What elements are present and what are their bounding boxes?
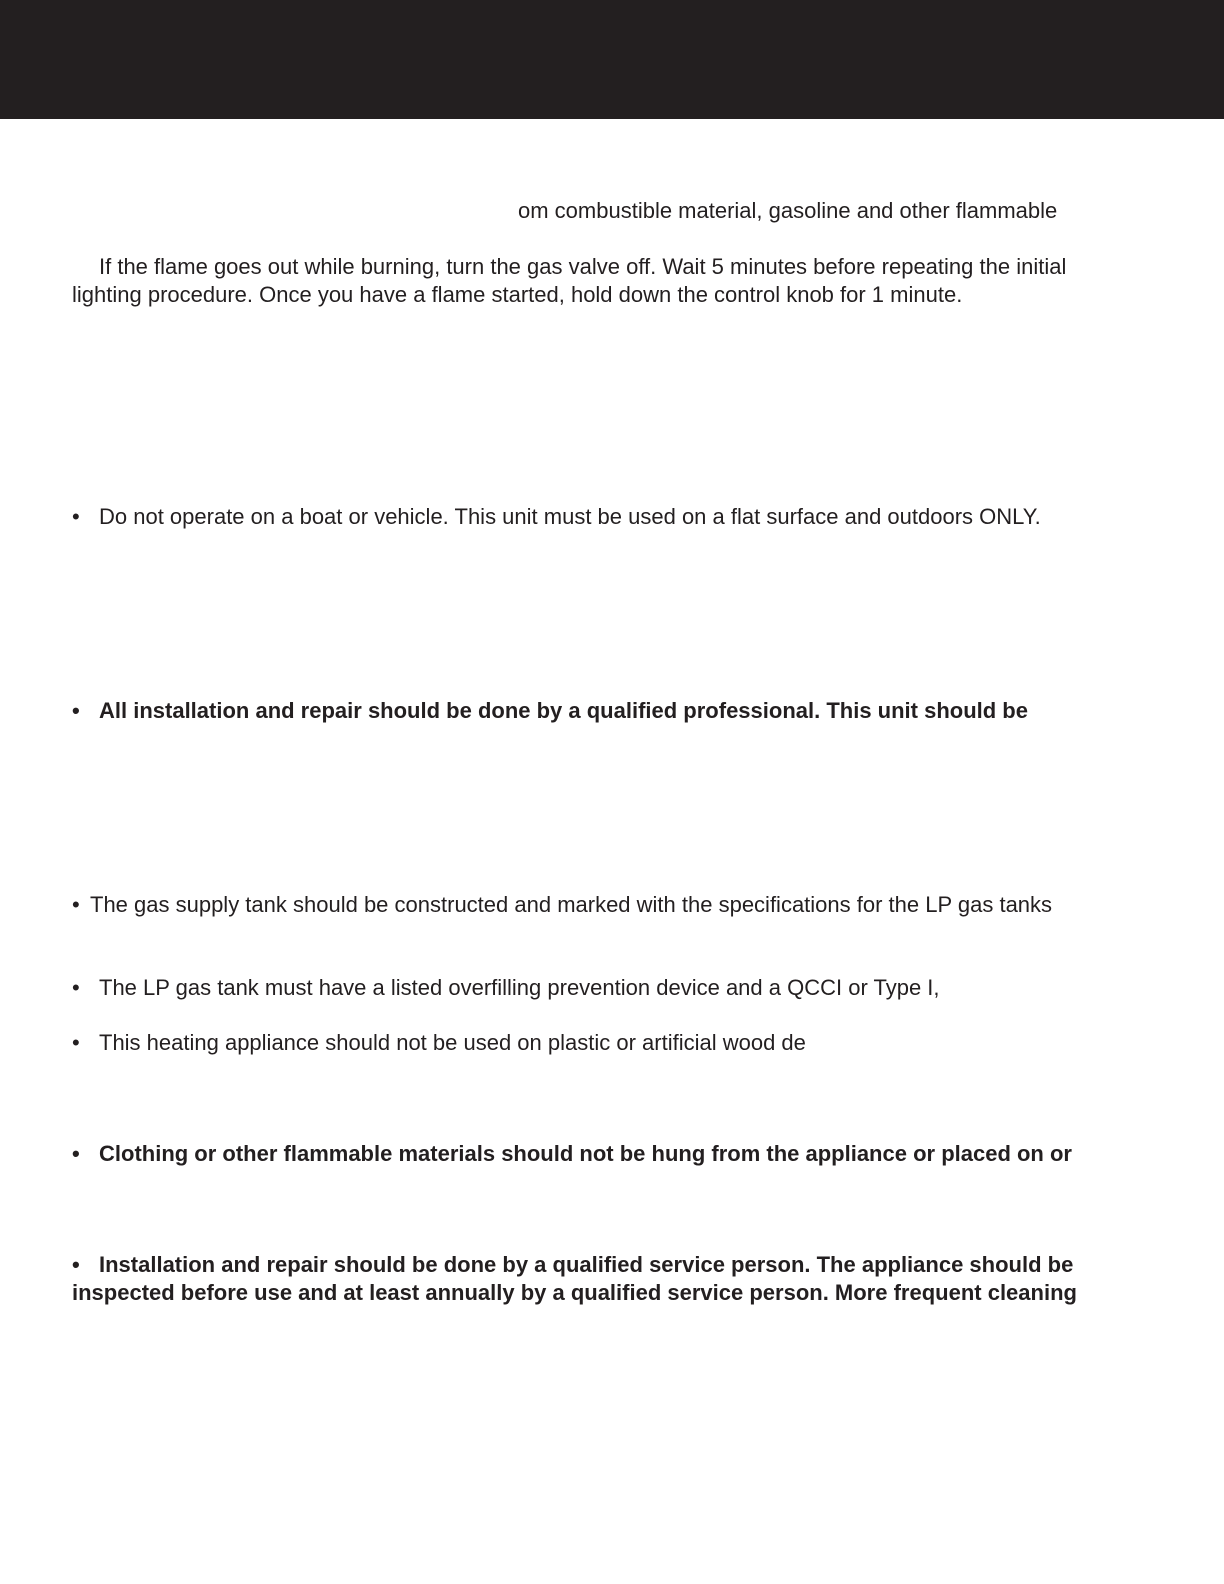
bullet-marker: • xyxy=(72,1252,80,1277)
bullet-boat-vehicle: Do not operate on a boat or vehicle. This unit must be used on a flat surface and outdoors ONLY. xyxy=(99,504,1041,529)
header-bar xyxy=(0,0,1224,119)
bullet-gas-supply-tank: The gas supply tank should be constructed and marked with the specifications for the LP gas tanks xyxy=(90,892,1053,917)
bullet-marker: • xyxy=(72,975,80,1000)
bullet-service-person-line-2: inspected before use and at least annually by a qualified service person. More frequent cleaning xyxy=(72,1280,1077,1305)
fragment-line: om combustible material, gasoline and other flammable xyxy=(518,198,1058,223)
bullet-clothing-flammable: Clothing or other flammable materials should not be hung from the appliance or placed on or xyxy=(99,1141,1072,1166)
bullet-installation-professional: All installation and repair should be done by a qualified professional. This unit should be xyxy=(99,698,1028,723)
flame-paragraph-line-2: lighting procedure. Once you have a flame started, hold down the control knob for 1 minute. xyxy=(72,282,963,307)
flame-paragraph-line-1: If the flame goes out while burning, turn the gas valve off. Wait 5 minutes before repeating the initial xyxy=(99,254,1067,279)
bullet-marker: • xyxy=(72,1141,80,1166)
bullet-lp-gas-tank: The LP gas tank must have a listed overfilling prevention device and a QCCI or Type I, xyxy=(99,975,940,1000)
bullet-marker: • xyxy=(72,1030,80,1055)
bullet-service-person-line-1: Installation and repair should be done by a qualified service person. The appliance should be xyxy=(99,1252,1074,1277)
bullet-marker: • xyxy=(72,892,80,917)
bullet-marker: • xyxy=(72,698,80,723)
bullet-marker: • xyxy=(72,504,80,529)
bullet-plastic-deck: This heating appliance should not be used on plastic or artificial wood de xyxy=(99,1030,806,1055)
